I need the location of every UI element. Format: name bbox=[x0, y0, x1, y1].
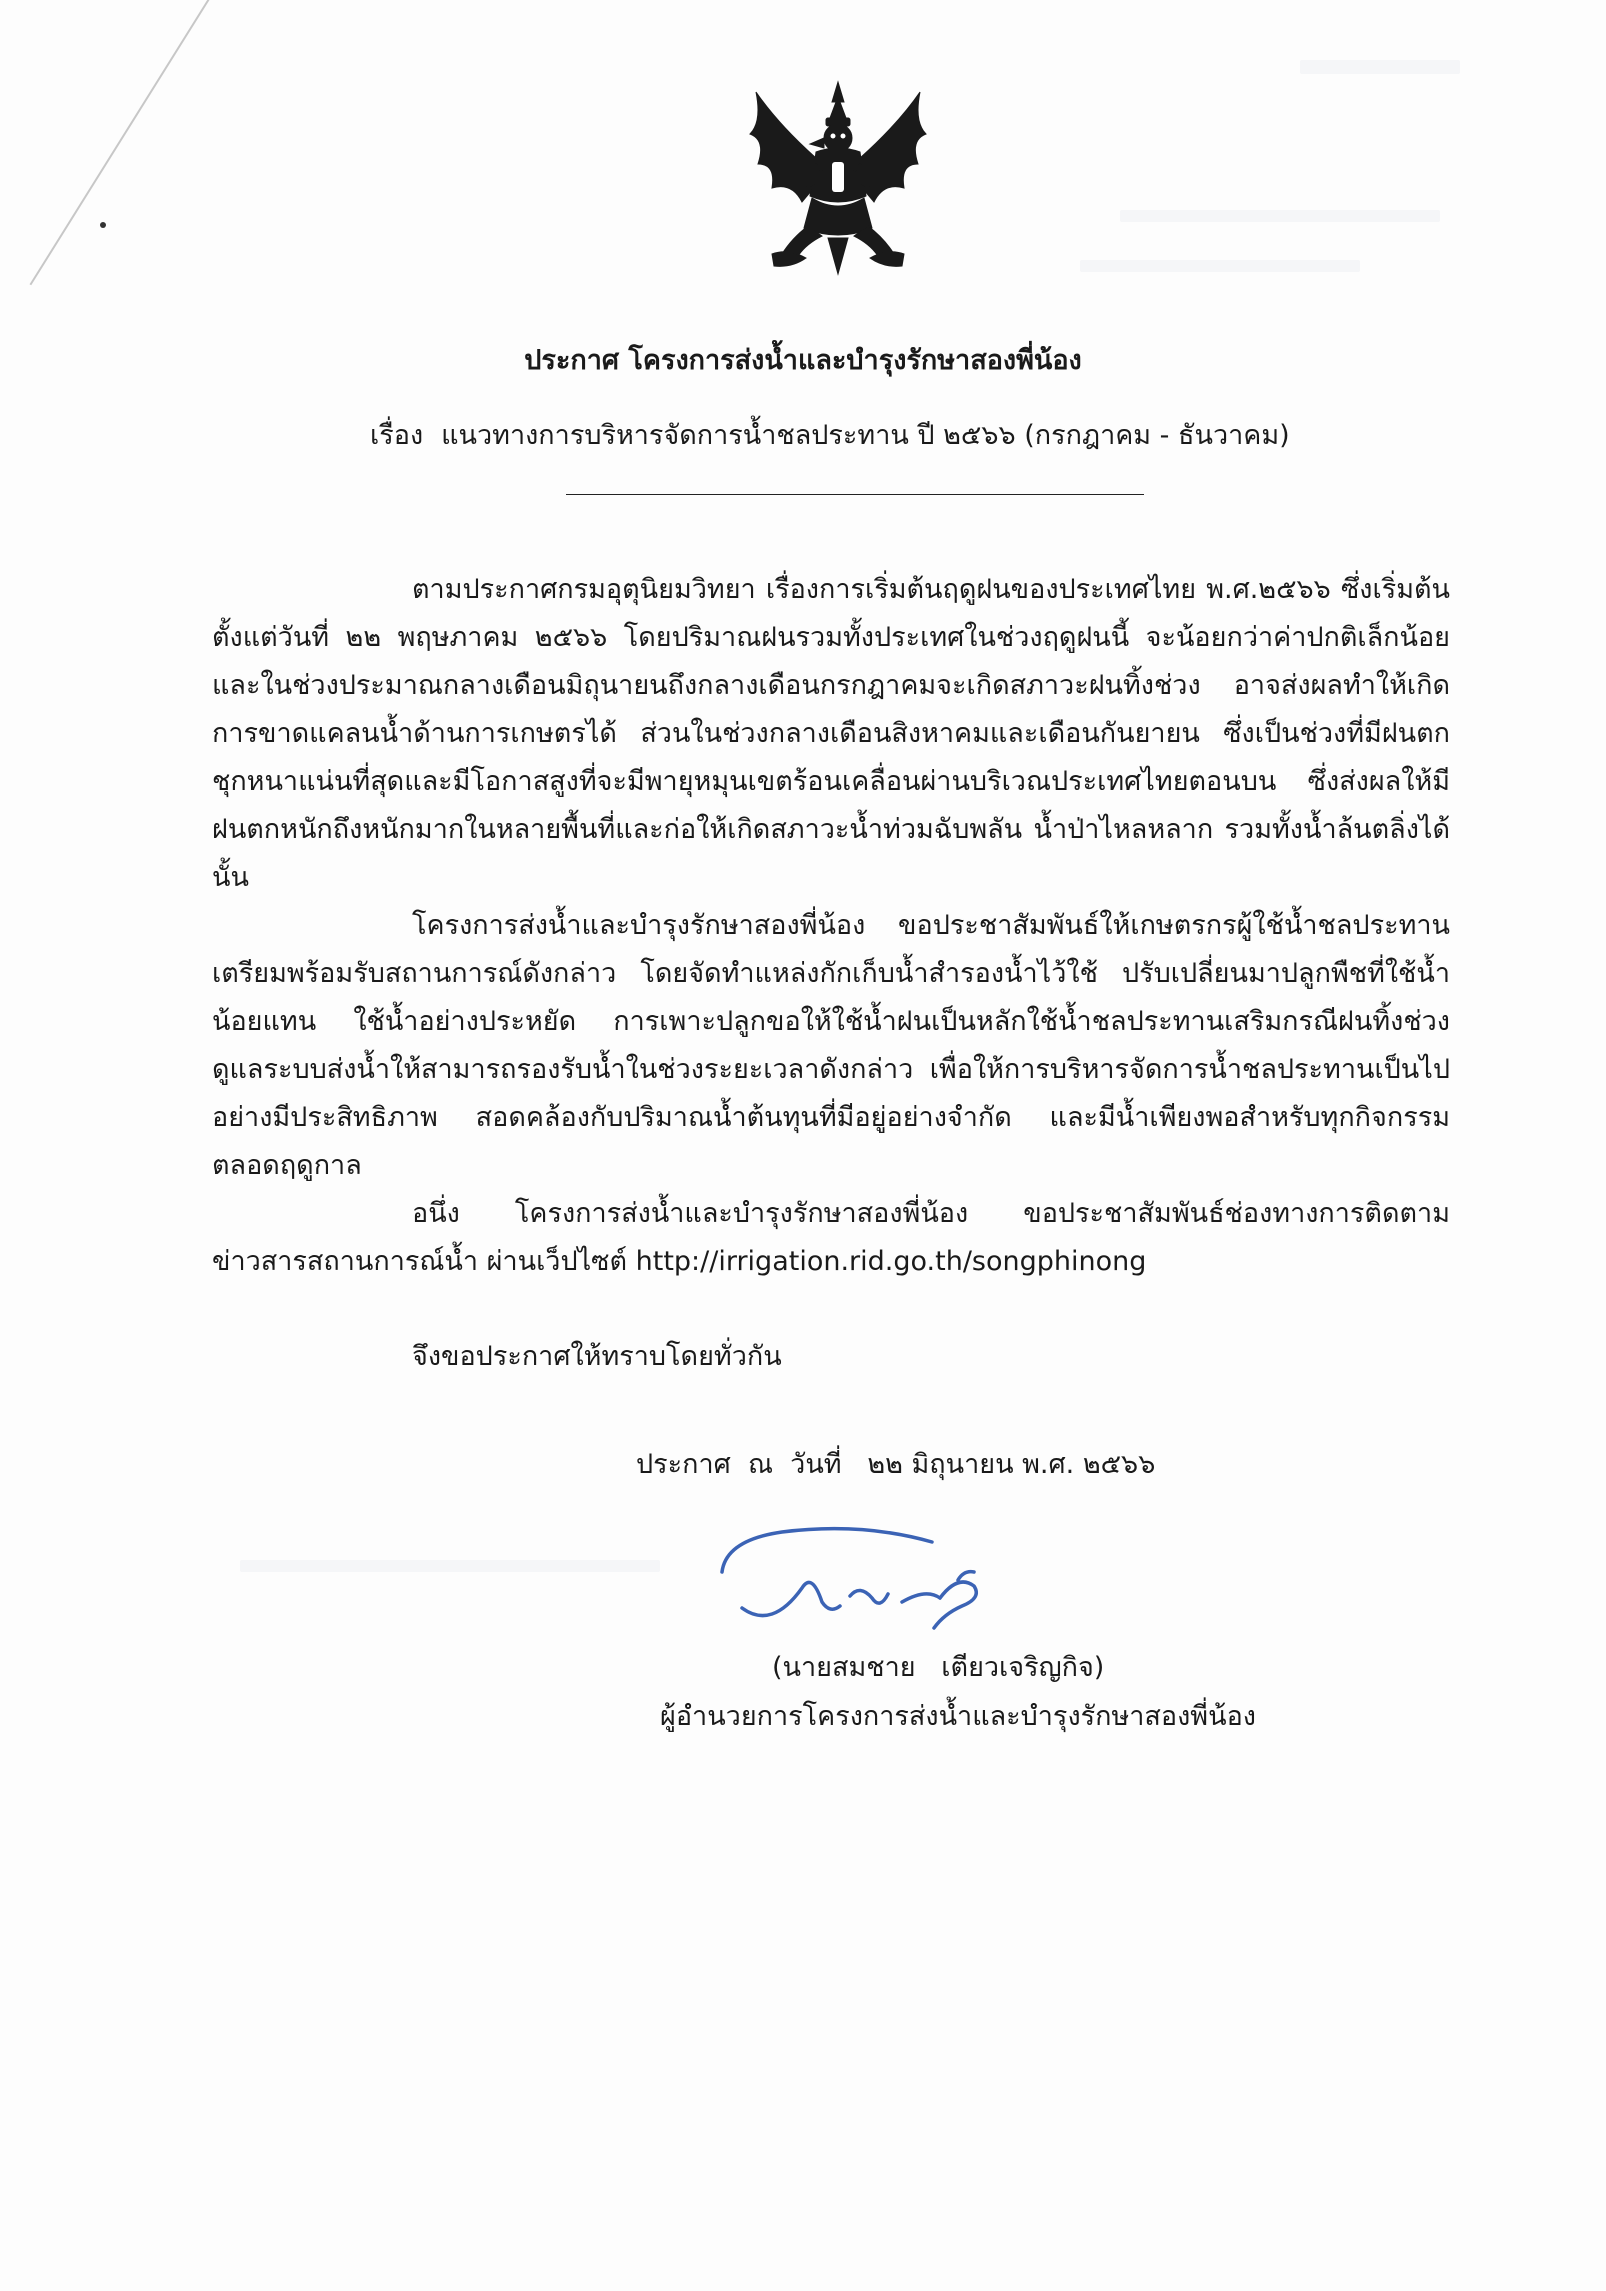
subject-label: เรื่อง bbox=[370, 420, 424, 451]
title-divider bbox=[566, 494, 1144, 495]
subject-text: แนวทางการบริหารจัดการน้ำชลประทาน ปี ๒๕๖๖ (กรกฎาคม - ธันวาคม) bbox=[441, 420, 1290, 451]
signer-name: (นายสมชาย เตียวเจริญกิจ) bbox=[772, 1652, 1105, 1683]
date-line: ประกาศ ณ วันที่ ๒๒ มิถุนายน พ.ศ. ๒๕๖๖ bbox=[636, 1449, 1156, 1480]
announcement-title: ประกาศ โครงการส่งน้ำและบำรุงรักษาสองพี่น้อง bbox=[524, 345, 1082, 376]
scan-speck bbox=[100, 222, 106, 228]
paragraph-website: อนึ่ง โครงการส่งน้ำและบำรุงรักษาสองพี่น้อง ขอประชาสัมพันธ์ช่องทางการติดตามข่าวสารสถานการณ์น้ำ ผ่านเว็ปไซต์ http://irrigation.rid.go.th/songphinong bbox=[212, 1198, 1450, 1277]
bleed-through-mark bbox=[1120, 210, 1440, 222]
scan-edge-shadow bbox=[0, 0, 222, 285]
bleed-through-mark bbox=[240, 1560, 660, 1572]
bleed-through-mark bbox=[1300, 60, 1460, 74]
paragraph-weather: ตามประกาศกรมอุตุนิยมวิทยา เรื่องการเริ่มต้นฤดูฝนของประเทศไทย พ.ศ.๒๕๖๖ ซึ่งเริ่มต้นตั้งแต่วันที่ ๒๒ พฤษภาคม ๒๕๖๖ โดยปริมาณฝนรวมทั้งประเทศในช่วงฤดูฝนนี้ จะน้อยกว่าค่าปกติเล็กน้อย และในช่วงประมาณกลางเดือนมิถุนายนถึงกลางเดือนกรกฎาคมจะเกิดสภาวะฝนทิ้งช่วง อาจส่งผลทำให้เกิดการขาดแคลนน้ำด้านการเกษตรได้ ส่วนในช่วงกลางเดือนสิงหาคมและเดือนกันยายน ซึ่งเป็นช่วงที่มีฝนตกชุกหนาแน่นที่สุดและมีโอกาสสูงที่จะมีพายุหมุนเขตร้อนเคลื่อนผ่านบริเวณประเทศไทยตอนบน ซึ่งส่งผลให้มีฝนตกหนักถึงหนักมากในหลายพื้นที่และก่อให้เกิดสภาวะน้ำท่วมฉับพลัน น้ำป่าไหลหลาก รวมทั้งน้ำล้นตลิ่งได้ นั้น bbox=[212, 574, 1450, 893]
subject-line bbox=[370, 413, 1370, 456]
closing-line: จึงขอประกาศให้ทราบโดยทั่วกัน bbox=[412, 1341, 782, 1372]
signer-title: ผู้อำนวยการโครงการส่งน้ำและบำรุงรักษาสองพี่น้อง bbox=[660, 1701, 1256, 1732]
announcement-body bbox=[212, 566, 1450, 1286]
bleed-through-mark bbox=[1080, 260, 1360, 272]
signature-icon bbox=[712, 1510, 1052, 1640]
paragraph-advice: โครงการส่งน้ำและบำรุงรักษาสองพี่น้อง ขอประชาสัมพันธ์ให้เกษตรกรผู้ใช้น้ำชลประทานเตรียมพร้อมรับสถานการณ์ดังกล่าว โดยจัดทำแหล่งกักเก็บน้ำสำรองน้ำไว้ใช้ ปรับเปลี่ยนมาปลูกพืชที่ใช้น้ำน้อยแทน ใช้น้ำอย่างประหยัด การเพาะปลูกขอให้ใช้น้ำฝนเป็นหลักใช้น้ำชลประทานเสริมกรณีฝนทิ้งช่วง ดูแลระบบส่งน้ำให้สามารถรองรับน้ำในช่วงระยะเวลาดังกล่าว เพื่อให้การบริหารจัดการน้ำชลประทานเป็นไปอย่างมีประสิทธิภาพ สอดคล้องกับปริมาณน้ำต้นทุนที่มีอยู่อย่างจำกัด และมีน้ำเพียงพอสำหรับทุกกิจกรรมตลอดฤดูกาล bbox=[212, 910, 1450, 1181]
garuda-emblem-icon bbox=[732, 78, 944, 290]
